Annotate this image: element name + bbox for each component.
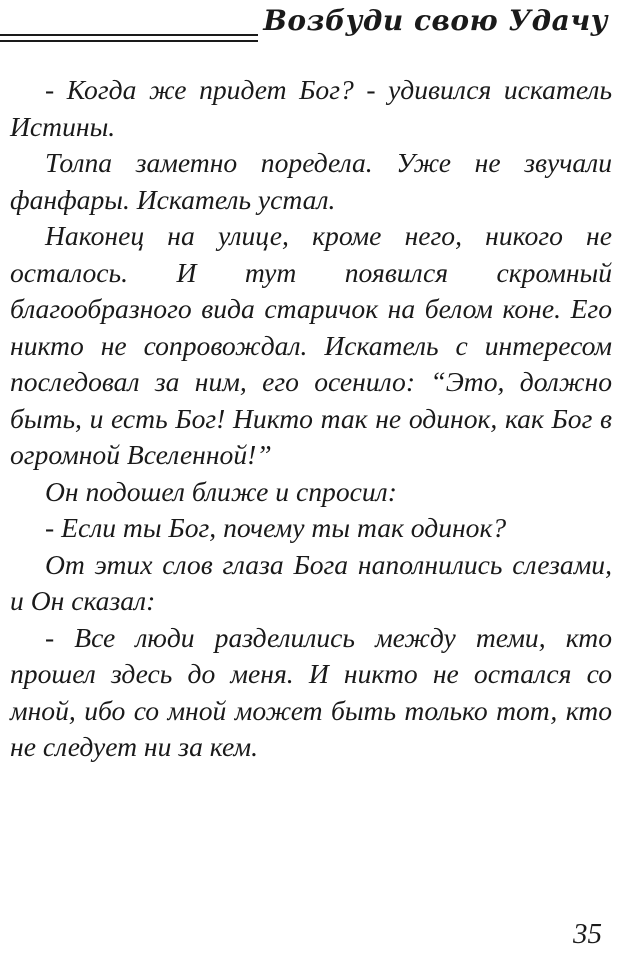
body-text [10, 72, 612, 766]
paragraph: От этих слов глаза Бога наполнились слезами, и Он сказал: [10, 548, 612, 616]
paragraph: Толпа заметно поредела. Уже не звучали фанфары. Искатель устал. [10, 147, 612, 215]
page-header [0, 0, 620, 50]
page-number: 35 [573, 918, 602, 950]
paragraph: - Если ты Бог, почему ты так одинок? [45, 512, 507, 543]
running-title: Возбуди свою Удачу [263, 4, 608, 37]
paragraph: Наконец на улице, кроме него, никого не осталось. И тут появился скромный благообразного вида старичок на белом коне. Его никто не сопровождал. Искатель с интересом последовал за ним, его осенило: “Это, должно быть, и есть Бог! Никто так не одинок, как Бог в огромной Вселенной!” [10, 220, 612, 470]
paragraph: Он подошел ближе и спросил: [45, 475, 397, 507]
header-rule-top [0, 34, 258, 36]
paragraph: - Когда же придет Бог? - удивился искатель Истины. [10, 74, 612, 142]
header-rule-bottom [0, 40, 258, 42]
paragraph: - Все люди разделились между теми, кто прошел здесь до меня. И никто не остался со мной, ибо со мной может быть только тот, кто не следует ни за кем. [10, 621, 612, 762]
